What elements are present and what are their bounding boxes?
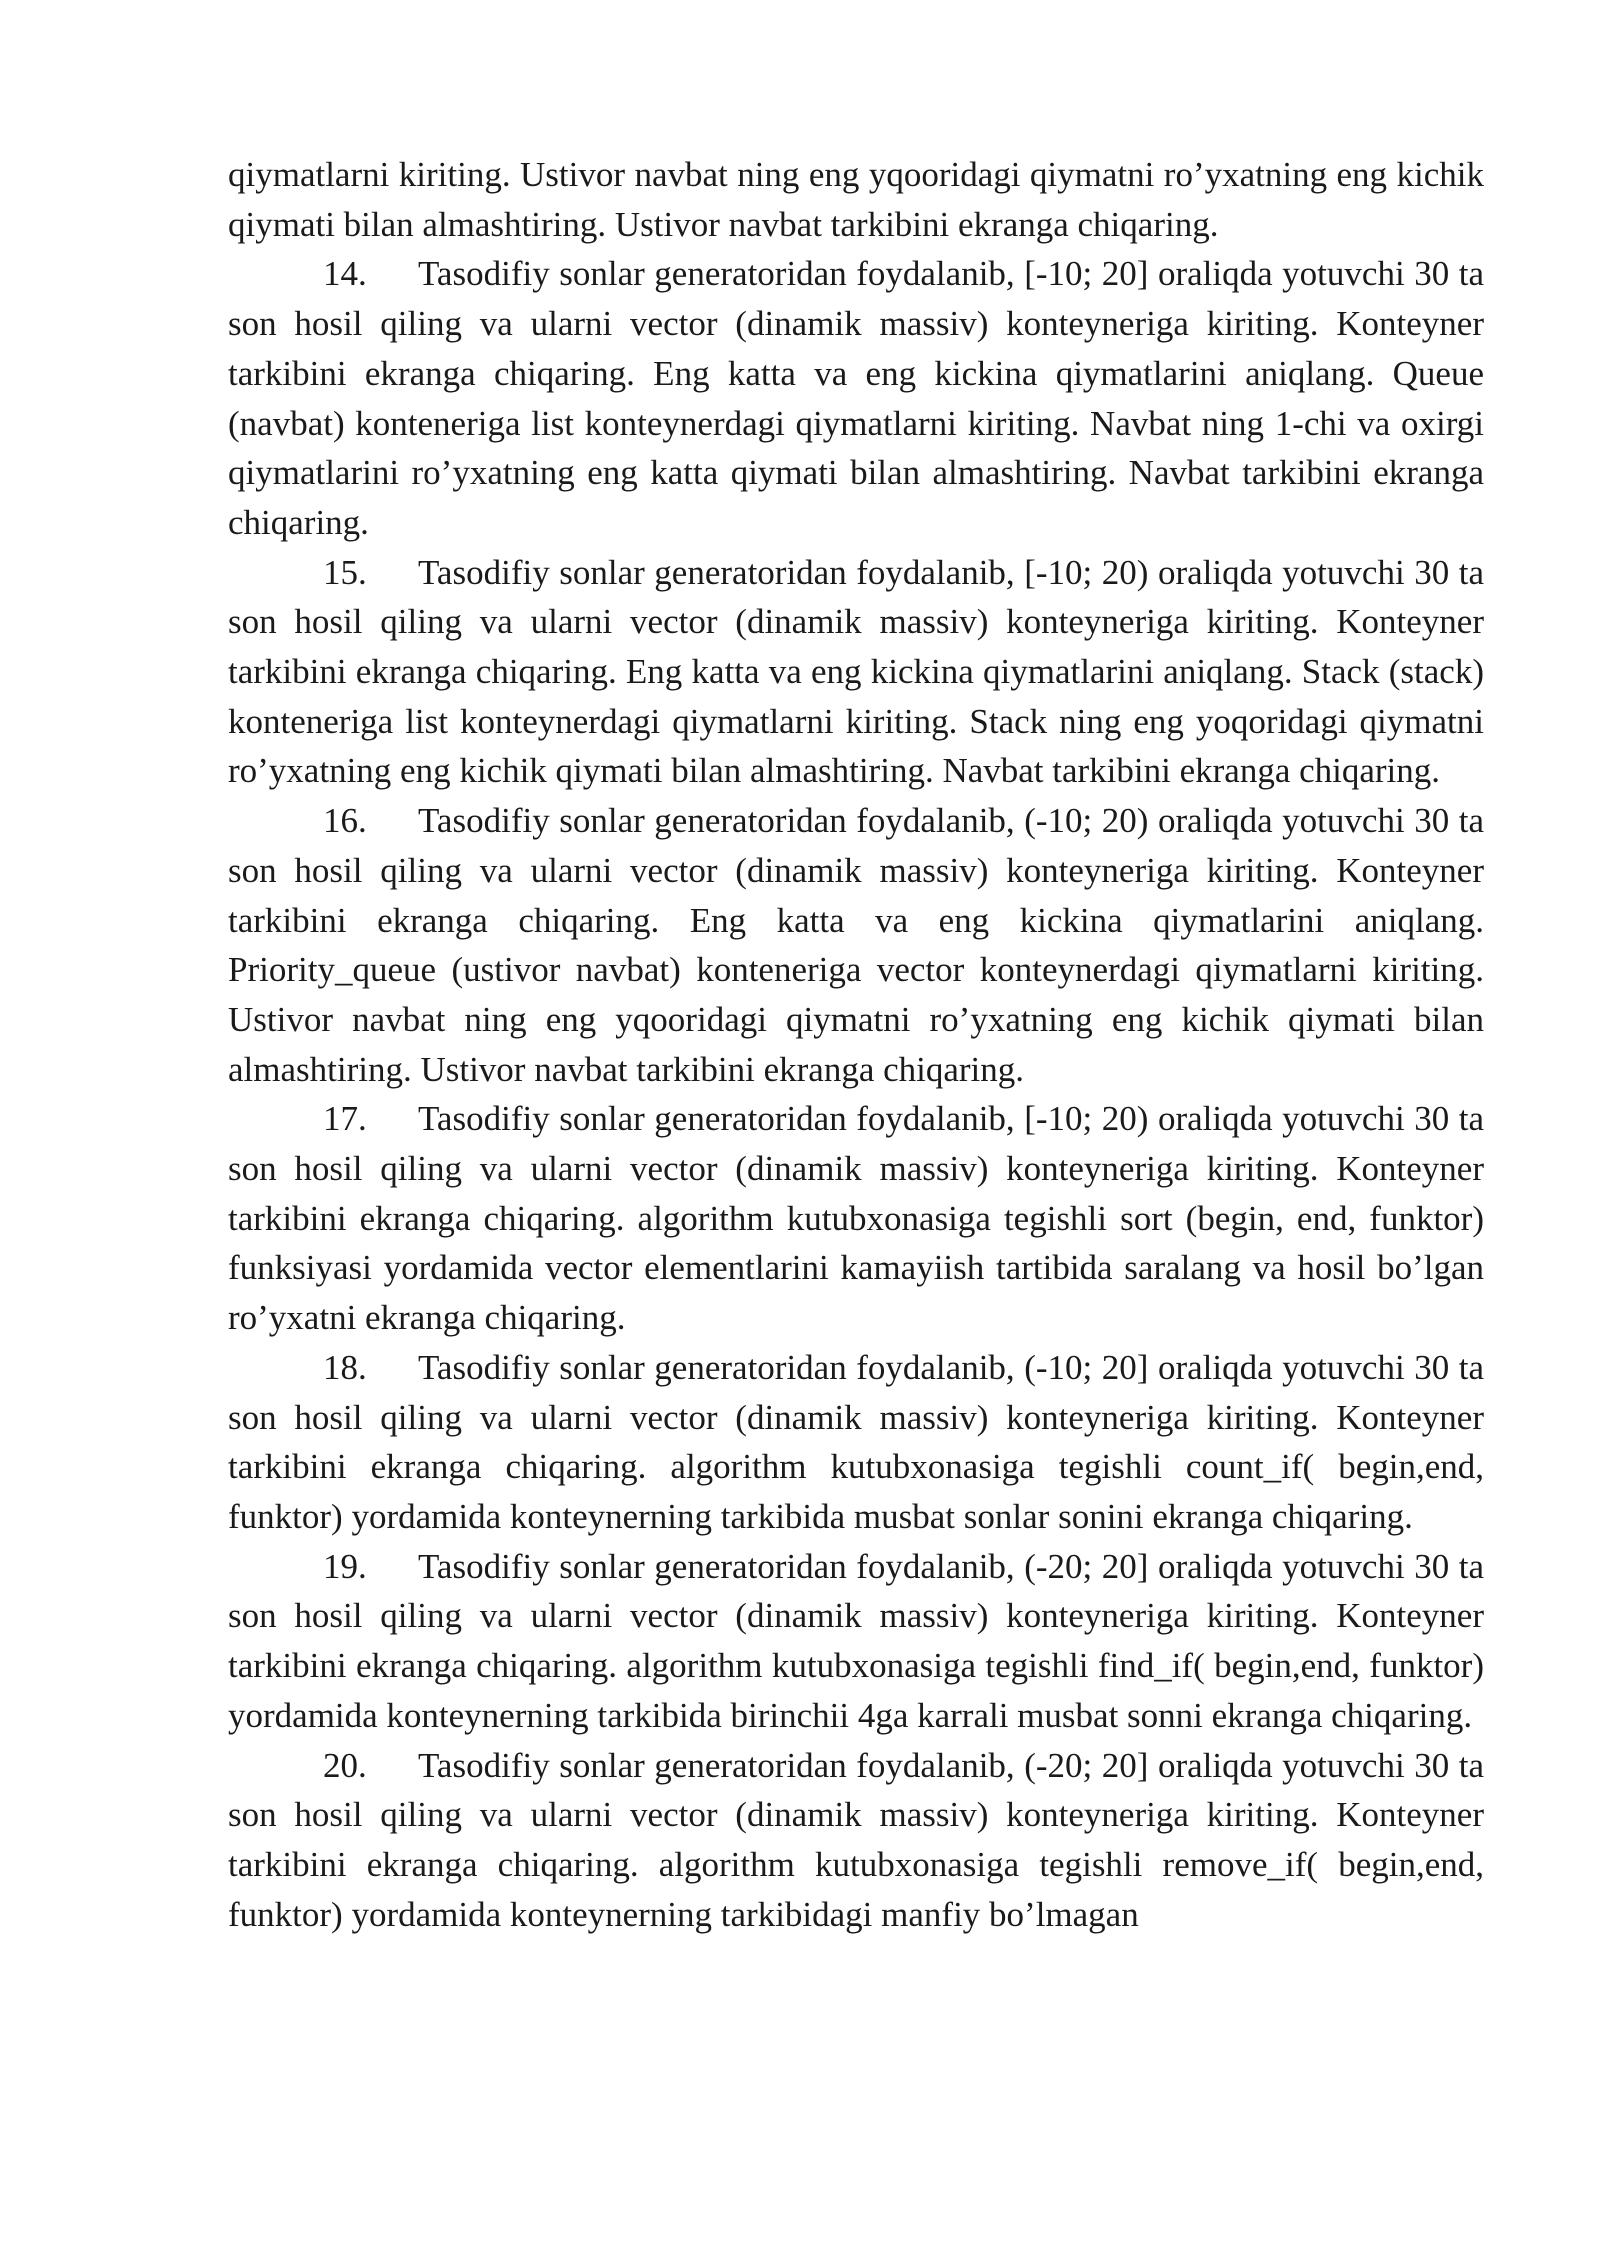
item-number: 15. bbox=[323, 552, 367, 592]
item-number: 20. bbox=[323, 1745, 367, 1785]
item-text: Tasodifiy sonlar generatoridan foydalanib, [-10; 20) oraliqda yotuvchi 30 ta son hosil qiling va ularni vector (dinamik massiv) konteyneriga kiriting. Konteyner tarkibini ekranga chiqaring. Eng katta va eng kickina qiymatlarini aniqlang. Stack (stack) konteneriga list konteynerdagi qiymatlarni kiriting. Stack ning eng yoqoridagi qiymatni ro’yxatning eng kichik qiymati bilan almashtiring. Navbat tarkibini ekranga chiqaring. bbox=[228, 552, 1484, 791]
item-text: Tasodifiy sonlar generatoridan foydalanib, (-10; 20] oraliqda yotuvchi 30 ta son hosil qiling va ularni vector (dinamik massiv) konteyneriga kiriting. Konteyner tarkibini ekranga chiqaring. algorithm kutubxonasiga tegishli count_if( begin,end, funktor) yordamida konteynerning tarkibida musbat sonlar sonini ekranga chiqaring. bbox=[228, 1347, 1484, 1536]
list-item-20 bbox=[228, 1741, 1484, 1940]
lead-paragraph: qiymatlarni kiriting. Ustivor navbat ning eng yqooridagi qiymatni ro’yxatning eng kichik qiymati bilan almashtiring. Ustivor navbat tarkibini ekranga chiqaring. bbox=[228, 155, 1484, 244]
item-number: 18. bbox=[323, 1347, 367, 1387]
item-number: 14. bbox=[323, 254, 367, 294]
list-item-18 bbox=[228, 1343, 1484, 1542]
item-text: Tasodifiy sonlar generatoridan foydalanib, [-10; 20] oraliqda yotuvchi 30 ta son hosil qiling va ularni vector (dinamik massiv) konteyneriga kiriting. Konteyner tarkibini ekranga chiqaring. Eng katta va eng kickina qiymatlarini aniqlang. Queue (navbat) konteneriga list konteynerdagi qiymatlarni kiriting. Navbat ning 1-chi va oxirgi qiymatlarini ro’yxatning eng katta qiymati bilan almashtiring. Navbat tarkibini ekranga chiqaring. bbox=[228, 254, 1484, 542]
item-text: Tasodifiy sonlar generatoridan foydalanib, (-20; 20] oraliqda yotuvchi 30 ta son hosil qiling va ularni vector (dinamik massiv) konteyneriga kiriting. Konteyner tarkibini ekranga chiqaring. algorithm kutubxonasiga tegishli find_if( begin,end, funktor) yordamida konteynerning tarkibida birinchii 4ga karrali musbat sonni ekranga chiqaring. bbox=[228, 1546, 1484, 1735]
list-item-14 bbox=[228, 249, 1484, 547]
list-item-15 bbox=[228, 548, 1484, 797]
item-number: 17. bbox=[323, 1099, 367, 1139]
document-page bbox=[228, 150, 1484, 1939]
item-text: Tasodifiy sonlar generatoridan foydalanib, [-10; 20) oraliqda yotuvchi 30 ta son hosil qiling va ularni vector (dinamik massiv) konteyneriga kiriting. Konteyner tarkibini ekranga chiqaring. algorithm kutubxonasiga tegishli sort (begin, end, funktor) funksiyasi yordamida vector elementlarini kamayiish tartibida saralang va hosil bo’lgan ro’yxatni ekranga chiqaring. bbox=[228, 1099, 1484, 1338]
item-text: Tasodifiy sonlar generatoridan foydalanib, (-20; 20] oraliqda yotuvchi 30 ta son hosil qiling va ularni vector (dinamik massiv) konteyneriga kiriting. Konteyner tarkibini ekranga chiqaring. algorithm kutubxonasiga tegishli remove_if( begin,end, funktor) yordamida konteynerning tarkibidagi manfiy bo’lmagan bbox=[228, 1745, 1484, 1934]
list-item-17 bbox=[228, 1094, 1484, 1343]
item-number: 19. bbox=[323, 1546, 367, 1586]
item-number: 16. bbox=[323, 801, 367, 841]
list-item-16 bbox=[228, 796, 1484, 1094]
list-item-19 bbox=[228, 1542, 1484, 1741]
item-text: Tasodifiy sonlar generatoridan foydalanib, (-10; 20) oraliqda yotuvchi 30 ta son hosil qiling va ularni vector (dinamik massiv) konteyneriga kiriting. Konteyner tarkibini ekranga chiqaring. Eng katta va eng kickina qiymatlarini aniqlang. Priority_queue (ustivor navbat) konteneriga vector konteynerdagi qiymatlarni kiriting. Ustivor navbat ning eng yqooridagi qiymatni ro’yxatning eng kichik qiymati bilan almashtiring. Ustivor navbat tarkibini ekranga chiqaring. bbox=[228, 801, 1484, 1089]
